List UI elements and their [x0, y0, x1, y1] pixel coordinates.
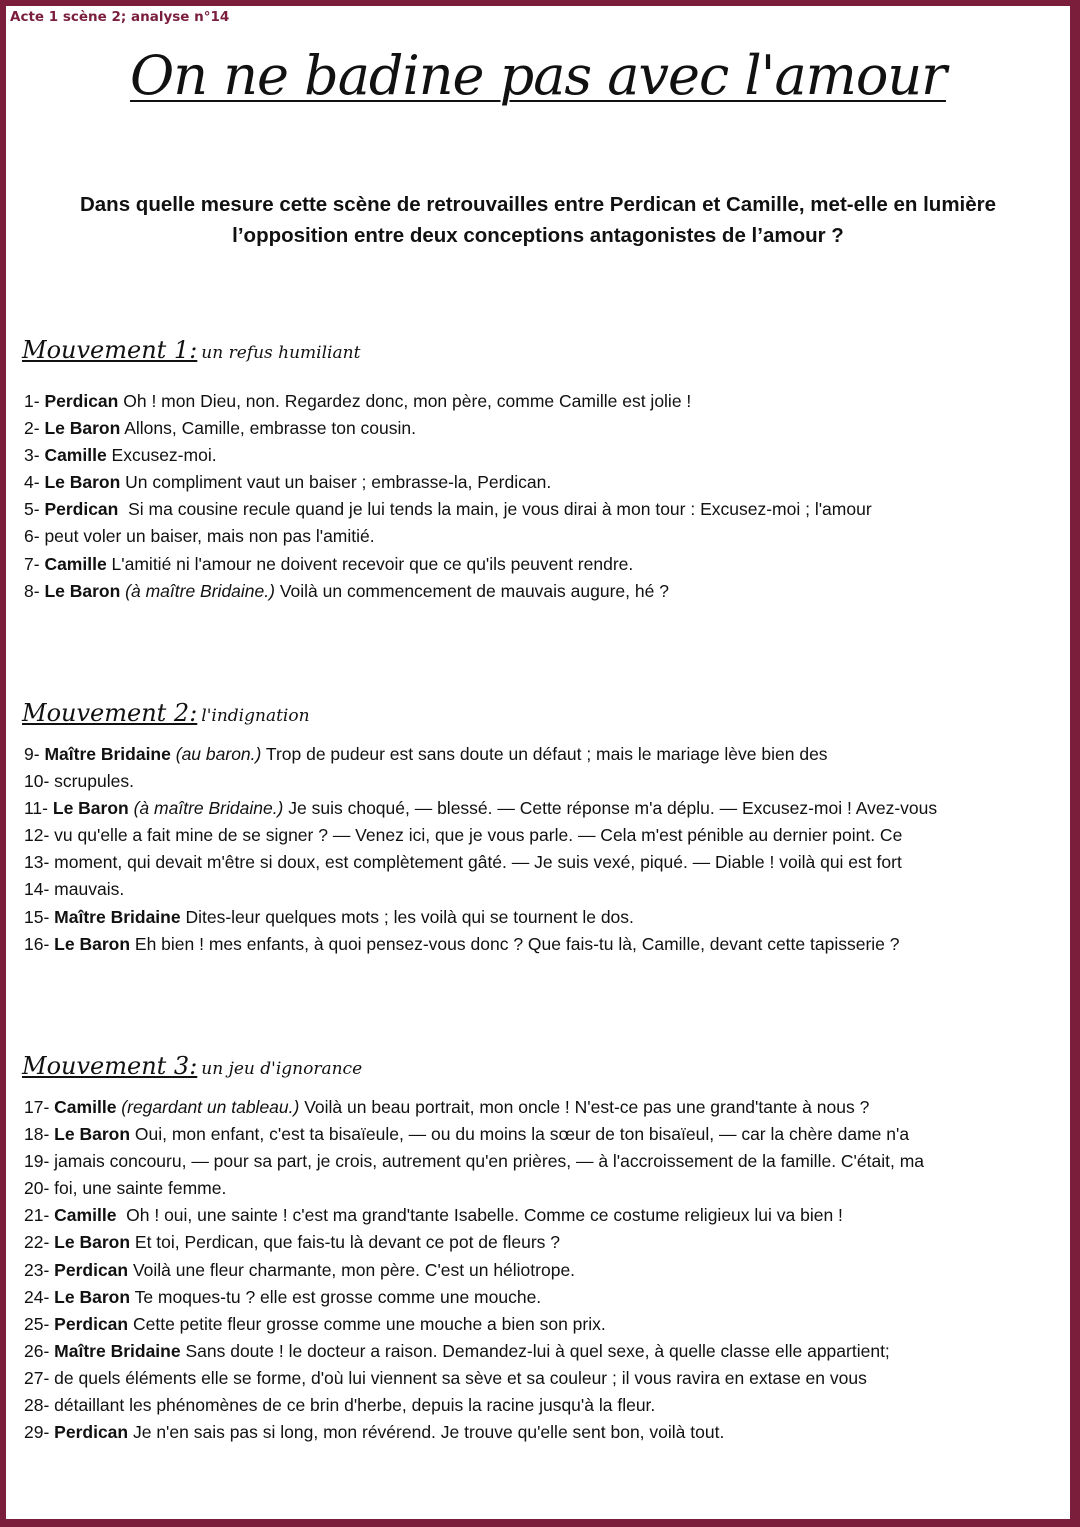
movement-1-heading: [22, 336, 360, 364]
dialogue-line: [24, 1148, 1064, 1175]
line-text: Un compliment vaut un baiser ; embrasse-la, Perdican.: [120, 472, 552, 493]
line-text: de quels éléments elle se forme, d'où lui viennent sa sève et sa couleur ; il vous ravira en extase en vous: [54, 1367, 867, 1388]
line-number: 19-: [24, 1151, 50, 1172]
speaker-name: Le Baron: [54, 933, 131, 954]
line-text: Dites-leur quelques mots ; les voilà qui se tournent le dos.: [180, 906, 634, 927]
line-number: 13-: [24, 852, 50, 873]
movement-1-lines: [24, 388, 1064, 605]
movement-label: Mouvement 3:: [22, 1052, 198, 1080]
line-text: détaillant les phénomènes de ce brin d'herbe, depuis la racine jusqu'à la fleur.: [54, 1395, 656, 1416]
speaker-name: Le Baron: [54, 1124, 131, 1145]
dialogue-line: [24, 904, 1064, 931]
dialogue-line: [24, 523, 1064, 550]
line-text: Oh ! oui, une sainte ! c'est ma grand'tante Isabelle. Comme ce costume religieux lui va bien !: [116, 1205, 843, 1226]
stage-direction: (au baron.): [175, 744, 262, 764]
speaker-name: Le Baron: [44, 580, 121, 601]
line-number: 11-: [24, 798, 48, 819]
line-text: Te moques-tu ? elle est grosse comme une mouche.: [130, 1286, 542, 1307]
line-text: moment, qui devait m'être si doux, est complètement gâté. — Je suis vexé, piqué. — Diable ! voilà qui est fort: [54, 852, 902, 873]
line-text: jamais concouru, — pour sa part, je crois, autrement qu'en prières, — à l'accroissement de la famille. C'était, ma: [54, 1151, 925, 1172]
line-number: 6-: [24, 526, 40, 547]
dialogue-line: [24, 931, 1064, 958]
line-text: foi, une sainte femme.: [54, 1178, 227, 1199]
header-tag: Acte 1 scène 2; analyse n°14: [10, 9, 230, 25]
line-number: 29-: [24, 1422, 50, 1443]
line-number: 15-: [24, 906, 50, 927]
line-text: Trop de pudeur est sans doute un défaut ; mais le mariage lève bien des: [261, 744, 828, 764]
movement-label: Mouvement 1:: [22, 336, 198, 364]
dialogue-line: [24, 1392, 1064, 1419]
line-text: peut voler un baiser, mais non pas l'amitié.: [44, 526, 375, 547]
speaker-name: Perdican: [54, 1313, 129, 1334]
dialogue-line: [24, 415, 1064, 442]
line-number: 9-: [24, 744, 40, 764]
dialogue-line: [24, 1175, 1064, 1202]
document-page: [6, 6, 1070, 1519]
line-number: 24-: [24, 1286, 50, 1307]
dialogue-line: [24, 768, 1064, 795]
stage-direction: (à maître Bridaine.): [133, 798, 284, 819]
line-text: Sans doute ! le docteur a raison. Demandez-lui à quel sexe, à quelle classe elle appartient;: [180, 1340, 890, 1361]
speaker-name: Le Baron: [54, 1232, 131, 1253]
dialogue-line: [24, 795, 1064, 822]
dialogue-line: [24, 822, 1064, 849]
line-number: 10-: [24, 771, 50, 792]
movement-label: Mouvement 2:: [22, 699, 198, 727]
line-number: 21-: [24, 1205, 50, 1226]
speaker-name: Camille: [54, 1097, 117, 1117]
speaker-name: Maître Bridaine: [44, 744, 171, 764]
line-text: Si ma cousine recule quand je lui tends la main, je vous dirai à mon tour : Excusez-moi ; l'amour: [118, 499, 872, 520]
speaker-name: Perdican: [44, 499, 119, 520]
line-text: Allons, Camille, embrasse ton cousin.: [120, 418, 416, 439]
speaker-name: Perdican: [54, 1422, 129, 1443]
line-number: 16-: [24, 933, 50, 954]
line-number: 8-: [24, 580, 40, 601]
line-text: Excusez-moi.: [106, 445, 217, 466]
line-number: 4-: [24, 472, 40, 493]
line-text: Je suis choqué, — blessé. — Cette réponse m'a déplu. — Excusez-moi ! Avez-vous: [283, 798, 938, 819]
speaker-name: Perdican: [44, 391, 119, 411]
dialogue-line: [24, 1365, 1064, 1392]
dialogue-line: [24, 388, 1064, 415]
line-text: Cette petite fleur grosse comme une mouche a bien son prix.: [128, 1313, 606, 1334]
dialogue-line: [24, 1229, 1064, 1256]
dialogue-line: [24, 1094, 1064, 1121]
line-number: 27-: [24, 1367, 50, 1388]
speaker-name: Camille: [54, 1205, 117, 1226]
dialogue-line: [24, 1419, 1064, 1446]
line-text: vu qu'elle a fait mine de se signer ? — Venez ici, que je vous parle. — Cela m'est pénible au dernier point. Ce: [54, 825, 903, 846]
movement-subtitle: un jeu d'ignorance: [201, 1059, 363, 1079]
speaker-name: Le Baron: [54, 1286, 131, 1307]
line-number: 26-: [24, 1340, 50, 1361]
movement-subtitle: l'indignation: [201, 706, 310, 726]
dialogue-line: [24, 442, 1064, 469]
dialogue-line: [24, 1257, 1064, 1284]
line-number: 18-: [24, 1124, 50, 1145]
dialogue-line: [24, 1338, 1064, 1365]
line-text: mauvais.: [54, 879, 125, 900]
line-number: 20-: [24, 1178, 50, 1199]
line-text: L'amitié ni l'amour ne doivent recevoir que ce qu'ils peuvent rendre.: [106, 553, 634, 574]
page-title-text: On ne badine pas avec l'amour: [130, 44, 946, 107]
page-title: [6, 44, 1070, 107]
dialogue-line: [24, 741, 1064, 768]
line-text: Voilà un commencement de mauvais augure, hé ?: [274, 580, 669, 601]
line-number: 25-: [24, 1313, 50, 1334]
speaker-name: Maître Bridaine: [54, 906, 181, 927]
line-number: 7-: [24, 553, 40, 574]
line-text: Voilà une fleur charmante, mon père. C'est un héliotrope.: [128, 1259, 576, 1280]
line-text: Voilà un beau portrait, mon oncle ! N'est-ce pas une grand'tante à nous ?: [299, 1097, 870, 1117]
dialogue-line: [24, 496, 1064, 523]
movement-2-heading: [22, 699, 310, 727]
line-number: 23-: [24, 1259, 50, 1280]
dialogue-line: [24, 876, 1064, 903]
line-number: 14-: [24, 879, 50, 900]
dialogue-line: [24, 551, 1064, 578]
dialogue-line: [24, 469, 1064, 496]
dialogue-line: [24, 849, 1064, 876]
line-text: Je n'en sais pas si long, mon révérend. Je trouve qu'elle sent bon, voilà tout.: [128, 1422, 725, 1443]
line-number: 22-: [24, 1232, 50, 1253]
line-text: Et toi, Perdican, que fais-tu là devant ce pot de fleurs ?: [130, 1232, 561, 1253]
line-number: 1-: [24, 391, 40, 411]
line-number: 28-: [24, 1395, 50, 1416]
dialogue-line: [24, 1202, 1064, 1229]
movement-3-lines: [24, 1094, 1064, 1446]
speaker-name: Le Baron: [52, 798, 129, 819]
speaker-name: Le Baron: [44, 418, 121, 439]
stage-direction: (à maître Bridaine.): [125, 580, 275, 601]
line-number: 3-: [24, 445, 40, 466]
movement-3-heading: [22, 1052, 362, 1080]
line-number: 2-: [24, 418, 40, 439]
movement-subtitle: un refus humiliant: [201, 343, 361, 363]
problematic-question: Dans quelle mesure cette scène de retrouvailles entre Perdican et Camille, met-elle en lumière l’opposition entre deux conceptions antagonistes de l’amour ?: [79, 193, 997, 247]
movement-2-lines: [24, 741, 1064, 958]
speaker-name: Perdican: [54, 1259, 129, 1280]
line-number: 5-: [24, 499, 40, 520]
speaker-name: Camille: [44, 553, 107, 574]
stage-direction: (regardant un tableau.): [121, 1097, 300, 1117]
line-text: Eh bien ! mes enfants, à quoi pensez-vous donc ? Que fais-tu là, Camille, devant cette tapisserie ?: [130, 933, 900, 954]
line-text: Oui, mon enfant, c'est ta bisaïeule, — ou du moins la sœur de ton bisaïeul, — car la chère dame n'a: [130, 1124, 910, 1145]
line-number: 12-: [24, 825, 50, 846]
dialogue-line: [24, 1121, 1064, 1148]
speaker-name: Camille: [44, 445, 107, 466]
dialogue-line: [24, 1311, 1064, 1338]
dialogue-line: [24, 1284, 1064, 1311]
line-number: 17-: [24, 1097, 50, 1117]
line-text: scrupules.: [54, 771, 134, 792]
dialogue-line: [24, 578, 1064, 605]
line-text: Oh ! mon Dieu, non. Regardez donc, mon père, comme Camille est jolie !: [118, 391, 692, 411]
speaker-name: Le Baron: [44, 472, 121, 493]
speaker-name: Maître Bridaine: [54, 1340, 181, 1361]
